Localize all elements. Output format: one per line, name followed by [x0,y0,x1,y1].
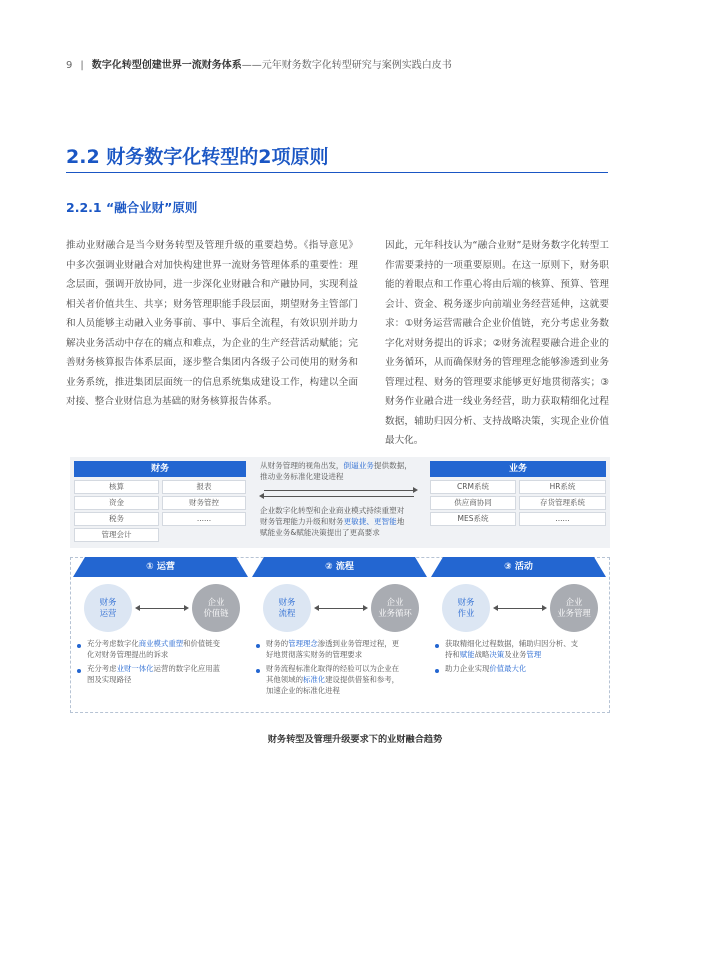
finance-cell: 财务管控 [162,496,246,510]
double-arrow-left-head [493,605,498,611]
panel-activity [431,557,606,713]
panel-title: ① 运营 [146,562,175,572]
bullet-dot [435,644,439,648]
circle-right: 企业 业务管理 [550,584,598,632]
finance-cell: 核算 [74,480,159,494]
panel-operation [73,557,248,713]
finance-cell: 税务 [74,512,159,526]
panel-head [252,557,427,577]
finance-cell: ...... [162,512,246,526]
arrow-left-head [259,493,264,499]
bullet-text: 助力企业实现价值最大化 [445,664,527,673]
double-arrow-left-head [135,605,140,611]
bullet-text: 获取精细化过程数据，辅助归因分析、支 持和赋能战略决策及业务管理 [445,639,579,659]
header-separator: | [80,60,84,71]
finance-header: 财务 [74,461,246,477]
business-cell: HR系统 [519,480,606,494]
business-header: 业务 [430,461,606,477]
panel-head [73,557,248,577]
section-heading: 2.2 财务数字化转型的2项原则 [66,146,329,168]
header-title-rest: ——元年财务数字化转型研究与案例实践白皮书 [241,60,452,71]
mid-top-text: 从财务管理的视角出发，倒逼业务提供数据， 推动业务标准化建设进程 [260,461,412,481]
subsection-heading: 2.2.1 “融合业财”原则 [66,200,198,215]
arrow-left-line [264,496,414,497]
business-cell: 存货管理系统 [519,496,606,510]
double-arrow-right-head [184,605,189,611]
business-finance-diagram [70,457,610,713]
circle-left: 财务 运营 [84,584,132,632]
double-arrow-line [318,608,364,609]
panel-process [252,557,427,713]
header-title-bold: 数字化转型创建世界一流财务体系 [91,60,242,71]
figure-caption: 财务转型及管理升级要求下的业财融合趋势 [267,734,443,745]
circle-left: 财务 流程 [263,584,311,632]
circle-right: 企业 业务循环 [371,584,419,632]
double-arrow-right-head [542,605,547,611]
page-number: 9 [66,60,73,71]
double-arrow-line [497,608,543,609]
double-arrow-left-head [314,605,319,611]
bullet-text: 财务的管理理念渗透到业务管理过程，更 好地贯彻落实财务的管理要求 [266,639,400,659]
double-arrow-right-head [363,605,368,611]
business-cell: CRM系统 [430,480,516,494]
bullet-dot [256,644,260,648]
bullet-text: 财务流程标准化取得的经验可以为企业在 其他领域的标准化建设提供借鉴和参考， 加速企业的标准化进程 [266,664,400,695]
business-cell: MES系统 [430,512,516,526]
mid-bottom-text: 企业数字化转型和企业商业模式持续重塑对 财务管理能力升级和财务更敏捷、更智能地 赋能业务&赋能决策提出了更高要求 [260,506,405,537]
double-arrow-line [139,608,185,609]
finance-cell: 资金 [74,496,159,510]
panel-title: ② 流程 [325,562,354,572]
bullet-text: 充分考虑业财一体化运营的数字化应用蓝 图及实现路径 [87,664,221,684]
circle-left: 财务 作业 [442,584,490,632]
business-cell: ...... [519,512,606,526]
section-rule [66,172,608,173]
business-cell: 供应商协同 [430,496,516,510]
body-left-column: 推动业财融合是当今财务转型及管理升级的重要趋势。《指导意见》中多次强调业财融合对加快构建世界一流财务管理体系的重要性：理念层面，强调开放协同，进一步深化业财融合和产融协同，实现利益相关者价值共生、共享；财务管理职能手段层面，期望财务主管部门和人员能够主动融入业务事前、事中、事后全流程，有效识别并助力解决业务活动中存在的痛点和难点，为企业的生产经营活动赋能；完善财务核算报告体系层面，逐步整合集团内各级子公司使用的财务和业务系统，推进集团层面统一的信息系统集成建设工作，构建以全面对接、整合业财信息为基础的财务核算报告体系。 [66,240,358,407]
circle-right: 企业 价值链 [192,584,240,632]
body-right-column: 因此，元年科技认为“融合业财”是财务数字化转型工作需要秉持的一项重要原则。在这一原则下，财务职能的着眼点和工作重心将由后端的核算、预算、管理会计、资金、税务逐步向前端业务经营延伸，这就要求：①财务运营需融合企业价值链，充分考虑业务数字化对财务提出的诉求；②财务流程要融合进企业的业务循环，从而确保财务的管理理念能够渗透到业务管理过程、财务的管理要求能够更好地贯彻落实；③财务作业融合进一线业务经营，助力获取精细化过程数据，辅助归因分析、支持战略决策，实现企业价值最大化。 [385,240,609,446]
panel-title: ③ 活动 [504,562,533,572]
bullet-dot [256,669,260,673]
bullet-text: 充分考虑数字化商业模式重塑和价值链变 化对财务管理提出的诉求 [87,639,221,659]
arrow-right-head [413,487,418,493]
bullet-dot [77,669,81,673]
bullet-dot [77,644,81,648]
finance-cell: 报表 [162,480,246,494]
running-header [66,56,452,71]
bullet-dot [435,669,439,673]
arrow-right-line [264,490,414,491]
finance-cell: 管理会计 [74,528,159,542]
panel-head [431,557,606,577]
